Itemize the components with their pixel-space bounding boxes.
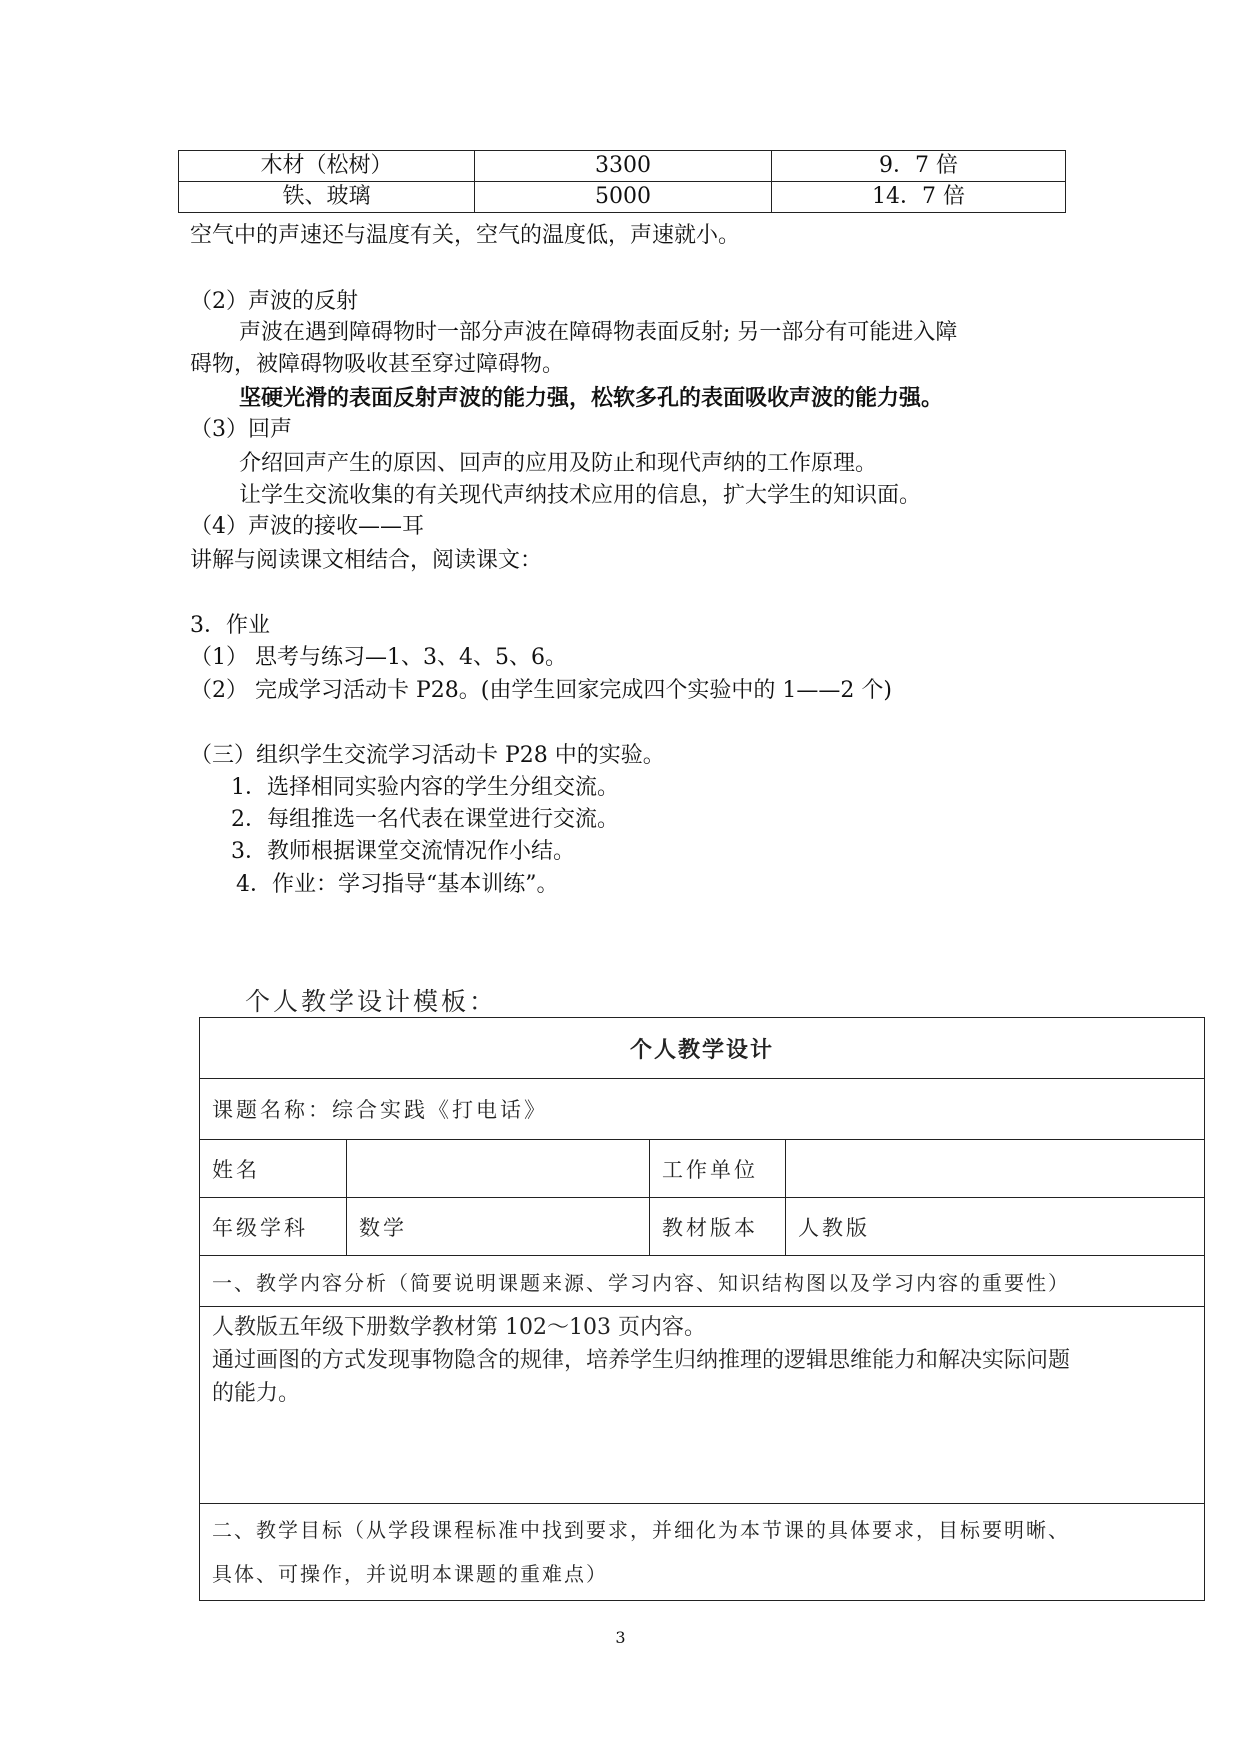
section1-content [200,1307,1205,1504]
table-row [200,1307,1205,1504]
body-text: 碍物，被障碍物吸收甚至穿过障碍物。 [190,352,565,377]
section2-line: 具体、可操作，并说明本课题的重难点） [212,1562,608,1586]
emphasis-text: 坚硬光滑的表面反射声波的能力强，松软多孔的表面吸收声波的能力强。 [239,385,944,411]
table-row [200,1504,1205,1601]
list-item: 1．选择相同实验内容的学生分组交流。 [231,775,619,800]
name-field[interactable] [347,1140,650,1198]
section-heading: （三）组织学生交流学习活动卡 P28 中的实验。 [190,743,665,768]
section1-line: 人教版五年级下册数学教材第 102～103 页内容。 [212,1315,706,1340]
unit-label: 工作单位 [650,1140,786,1198]
grade-value: 数学 [347,1198,650,1256]
section-heading: （3）回声 [190,417,292,442]
teaching-design-table [199,1017,1205,1601]
section-heading: 3．作业 [190,613,270,638]
speed-cell: 5000 [475,182,772,213]
section1-line: 的能力。 [212,1381,301,1406]
table-row [200,1198,1205,1256]
body-text: 讲解与阅读课文相结合，阅读课文： [190,548,543,573]
medium-cell: 木材（松树） [179,151,475,182]
template-heading: 个人教学设计模板： [245,987,498,1016]
list-item: 4．作业：学习指导“基本训练”。 [236,872,559,897]
list-item: 2．每组推选一名代表在课堂进行交流。 [231,807,619,832]
medium-cell: 铁、玻璃 [179,182,475,213]
section-heading: （4）声波的接收——耳 [190,514,424,539]
topic-cell: 课题名称：综合实践《打电话》 [200,1079,1205,1140]
speed-cell: 3300 [475,151,772,182]
table-row [200,1018,1205,1079]
speed-table [178,150,1066,213]
table-row [200,1079,1205,1140]
edition-label: 教材版本 [650,1198,786,1256]
list-item: （2） 完成学习活动卡 P28。(由学生回家完成四个实验中的 1——2 个) [190,678,892,703]
body-text: 让学生交流收集的有关现代声纳技术应用的信息，扩大学生的知识面。 [239,483,922,508]
body-text: 介绍回声产生的原因、回声的应用及防止和现代声纳的工作原理。 [239,451,878,476]
table-row [179,182,1066,213]
section-heading: （2）声波的反射 [190,289,358,314]
body-text: 声波在遇到障碍物时一部分声波在障碍物表面反射; 另一部分有可能进入障 [239,320,958,345]
name-label: 姓名 [200,1140,347,1198]
section2-title [200,1504,1205,1601]
list-item: （1） 思考与练习—1、3、4、5、6。 [190,645,567,670]
grade-label: 年级学科 [200,1198,347,1256]
ratio-cell: 9．7 倍 [772,151,1066,182]
table-row [200,1140,1205,1198]
unit-field[interactable] [786,1140,1205,1198]
edition-value: 人教版 [786,1198,1205,1256]
section1-title: 一、教学内容分析（简要说明课题来源、学习内容、知识结构图以及学习内容的重要性） [200,1256,1205,1307]
table-row [200,1256,1205,1307]
list-item: 3．教师根据课堂交流情况作小结。 [231,839,575,864]
body-text: 空气中的声速还与温度有关，空气的温度低，声速就小。 [190,223,741,248]
section1-line: 通过画图的方式发现事物隐含的规律，培养学生归纳推理的逻辑思维能力和解决实际问题 [212,1348,1071,1373]
section2-line: 二、教学目标（从学段课程标准中找到要求，并细化为本节课的具体要求，目标要明晰、 [212,1518,1070,1542]
table-row [179,151,1066,182]
design-title: 个人教学设计 [200,1018,1205,1079]
page-number: 3 [615,1628,626,1647]
ratio-cell: 14．7 倍 [772,182,1066,213]
